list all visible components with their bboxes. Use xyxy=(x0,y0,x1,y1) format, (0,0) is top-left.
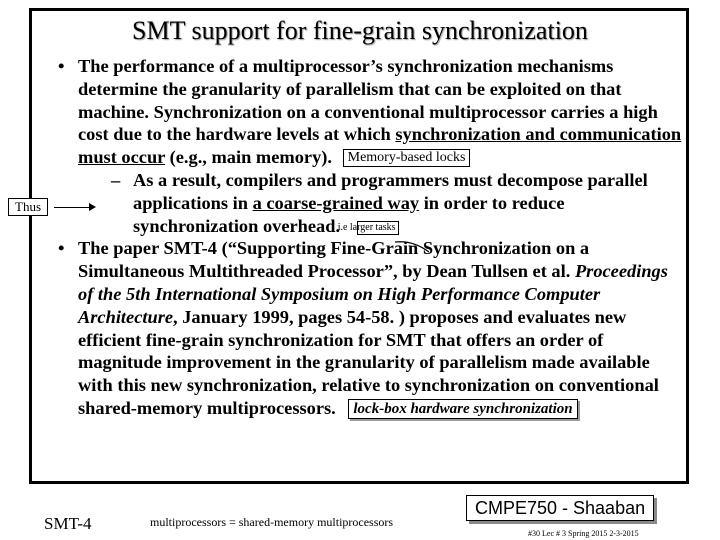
bullet-smt4-paper xyxy=(58,237,683,419)
bullet-performance xyxy=(58,55,683,169)
bullet1-text-a: The performance of a multiprocessor’s synchronization mechanisms determine the granularity of parallelism that can be exploited on that machine. Synchronization on a conventional multiprocessor carries a high cost due to the hardware levels at which xyxy=(78,56,658,145)
bullet2-text-b: , January 1999, pages 54-58. ) proposes and evaluates new efficient fine-grain synchronization for SMT that offers an order of magnitude improvement in the granularity of parallelism made available with this new synchronization, relative to synchronization on conventional shared-memory multiprocessors. xyxy=(78,306,659,418)
lock-box-callout: lock-box hardware synchronization xyxy=(348,399,577,419)
thus-arrow xyxy=(54,207,94,208)
sub1-text-a: As a result, compilers and programmers must decompose parallel applications in xyxy=(133,169,648,213)
note-connector-curve xyxy=(393,238,433,258)
larger-tasks-note: i.e larger tasks xyxy=(357,221,399,235)
bullet1-underlined: synchronization and communication must occur xyxy=(78,124,682,168)
slide-content xyxy=(58,55,683,420)
bullet-dot: • xyxy=(58,56,65,76)
course-badge: CMPE750 - Shaaban xyxy=(466,495,654,521)
bullet2-proceedings: Proceedings of the 5th International Symposium on High Performance Computer Architecture xyxy=(78,261,668,327)
sub1-underlined: a coarse-grained way xyxy=(252,192,420,213)
sub1-text-b: in order to reduce synchronization overhead. xyxy=(133,192,565,236)
footer-lecture-code: SMT-4 xyxy=(44,514,92,533)
bullet1-text-b: (e.g., main memory). xyxy=(165,147,333,168)
bullet-dot: • xyxy=(58,238,65,259)
sub-bullet-coarse-grained xyxy=(78,169,683,237)
dash-marker: – xyxy=(111,169,121,190)
memory-locks-callout: Memory-based locks xyxy=(343,149,471,167)
slide-info: #30 Lec # 3 Spring 2015 2-3-2015 xyxy=(528,529,639,538)
thus-label: Thus xyxy=(8,198,48,216)
slide-title: SMT support for fine-grain synchronization xyxy=(132,16,588,45)
bullet2-text-a: The paper SMT-4 (“Supporting Fine-Grain Synchronization on a Simultaneous Multithreaded Processor”, by Dean Tullsen et al. xyxy=(78,238,590,282)
footer-definition: multiprocessors = shared-memory multiprocessors xyxy=(150,515,394,529)
